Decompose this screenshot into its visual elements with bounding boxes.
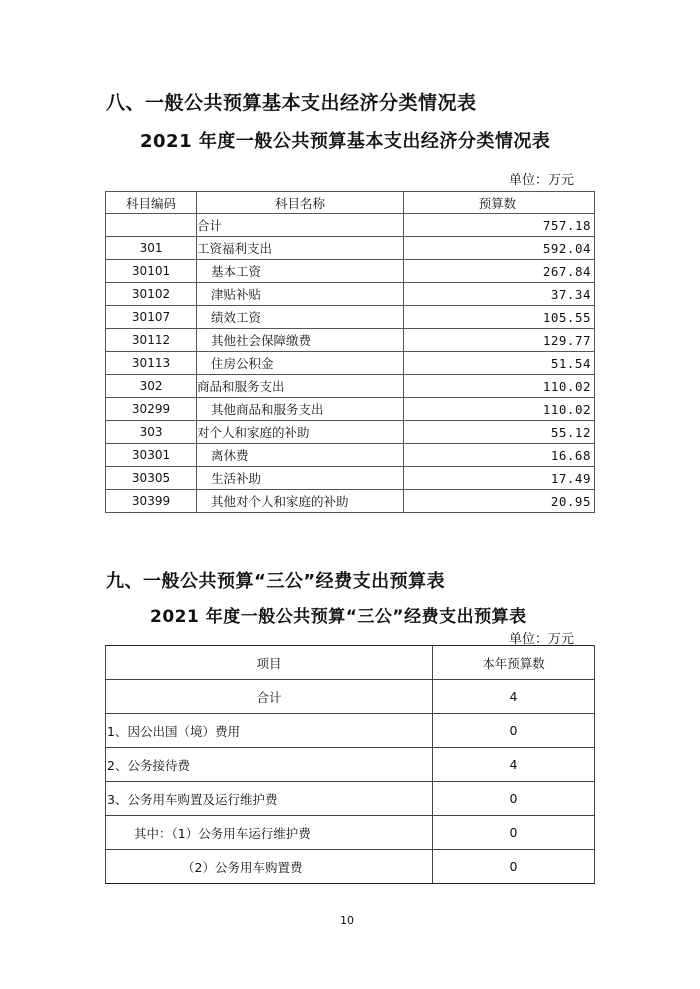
section9-heading: 九、一般公共预算“三公”经费支出预算表 <box>106 571 446 592</box>
table-header-row <box>106 646 595 680</box>
row-code: 303 <box>106 421 197 444</box>
page-number: 10 <box>340 914 354 927</box>
row-code: 30112 <box>106 329 197 352</box>
table-row <box>106 490 595 513</box>
row-amount: 17.49 <box>403 467 594 490</box>
row-item: 其中：（1）公务用车运行维护费 <box>106 816 433 850</box>
row-name: 基本工资 <box>197 260 404 283</box>
row-amount: 37.34 <box>403 283 594 306</box>
table-header-row <box>106 192 595 214</box>
row-code: 30399 <box>106 490 197 513</box>
section8-heading: 八、一般公共预算基本支出经济分类情况表 <box>106 92 477 114</box>
row-amount: 20.95 <box>403 490 594 513</box>
row-amount: 0 <box>433 816 595 850</box>
table-row <box>106 680 595 714</box>
header-budget: 本年预算数 <box>433 646 595 680</box>
row-amount: 0 <box>433 782 595 816</box>
row-amount: 4 <box>433 680 595 714</box>
row-item: 1、因公出国（境）费用 <box>106 714 433 748</box>
row-code: 30301 <box>106 444 197 467</box>
table-row <box>106 352 595 375</box>
row-code: 30107 <box>106 306 197 329</box>
row-name: 其他商品和服务支出 <box>197 398 404 421</box>
row-amount: 4 <box>433 748 595 782</box>
row-code: 30299 <box>106 398 197 421</box>
header-item: 项目 <box>106 646 433 680</box>
row-name: 其他对个人和家庭的补助 <box>197 490 404 513</box>
row-name: 对个人和家庭的补助 <box>197 421 404 444</box>
row-item: （2）公务用车购置费 <box>106 850 433 884</box>
row-amount: 592.04 <box>403 237 594 260</box>
table-row <box>106 306 595 329</box>
table-row <box>106 375 595 398</box>
row-code: 302 <box>106 375 197 398</box>
row-code: 30305 <box>106 467 197 490</box>
table-row <box>106 214 595 237</box>
row-code: 30101 <box>106 260 197 283</box>
table-row <box>106 782 595 816</box>
row-amount: 110.02 <box>403 375 594 398</box>
row-name: 商品和服务支出 <box>197 375 404 398</box>
row-amount: 16.68 <box>403 444 594 467</box>
row-code <box>106 214 197 237</box>
section9-table-title: 2021 年度一般公共预算“三公”经费支出预算表 <box>150 607 527 627</box>
table-row <box>106 329 595 352</box>
row-item: 2、公务接待费 <box>106 748 433 782</box>
row-amount: 105.55 <box>403 306 594 329</box>
table-row <box>106 467 595 490</box>
row-item: 合计 <box>106 680 433 714</box>
row-name: 住房公积金 <box>197 352 404 375</box>
row-code: 30102 <box>106 283 197 306</box>
row-code: 301 <box>106 237 197 260</box>
table-row <box>106 850 595 884</box>
header-name: 科目名称 <box>197 192 404 214</box>
header-amount: 预算数 <box>403 192 594 214</box>
row-item: 3、公务用车购置及运行维护费 <box>106 782 433 816</box>
three-public-expenses-table <box>105 645 595 884</box>
row-amount: 129.77 <box>403 329 594 352</box>
row-name: 工资福利支出 <box>197 237 404 260</box>
table-row <box>106 816 595 850</box>
row-name: 津贴补贴 <box>197 283 404 306</box>
section8-table-title: 2021 年度一般公共预算基本支出经济分类情况表 <box>140 131 551 152</box>
row-name: 绩效工资 <box>197 306 404 329</box>
row-amount: 267.84 <box>403 260 594 283</box>
economic-classification-table <box>105 191 595 513</box>
row-name: 合计 <box>197 214 404 237</box>
row-name: 离休费 <box>197 444 404 467</box>
table-row <box>106 260 595 283</box>
row-amount: 0 <box>433 850 595 884</box>
row-amount: 55.12 <box>403 421 594 444</box>
table-row <box>106 748 595 782</box>
row-amount: 0 <box>433 714 595 748</box>
table-row <box>106 421 595 444</box>
table-row <box>106 398 595 421</box>
table-row <box>106 714 595 748</box>
header-code: 科目编码 <box>106 192 197 214</box>
row-name: 生活补助 <box>197 467 404 490</box>
table-row <box>106 283 595 306</box>
table-row <box>106 444 595 467</box>
row-amount: 110.02 <box>403 398 594 421</box>
table-row <box>106 237 595 260</box>
row-amount: 757.18 <box>403 214 594 237</box>
row-code: 30113 <box>106 352 197 375</box>
section8-unit: 单位：万元 <box>509 173 575 188</box>
section9-unit: 单位：万元 <box>509 632 575 647</box>
row-name: 其他社会保障缴费 <box>197 329 404 352</box>
row-amount: 51.54 <box>403 352 594 375</box>
